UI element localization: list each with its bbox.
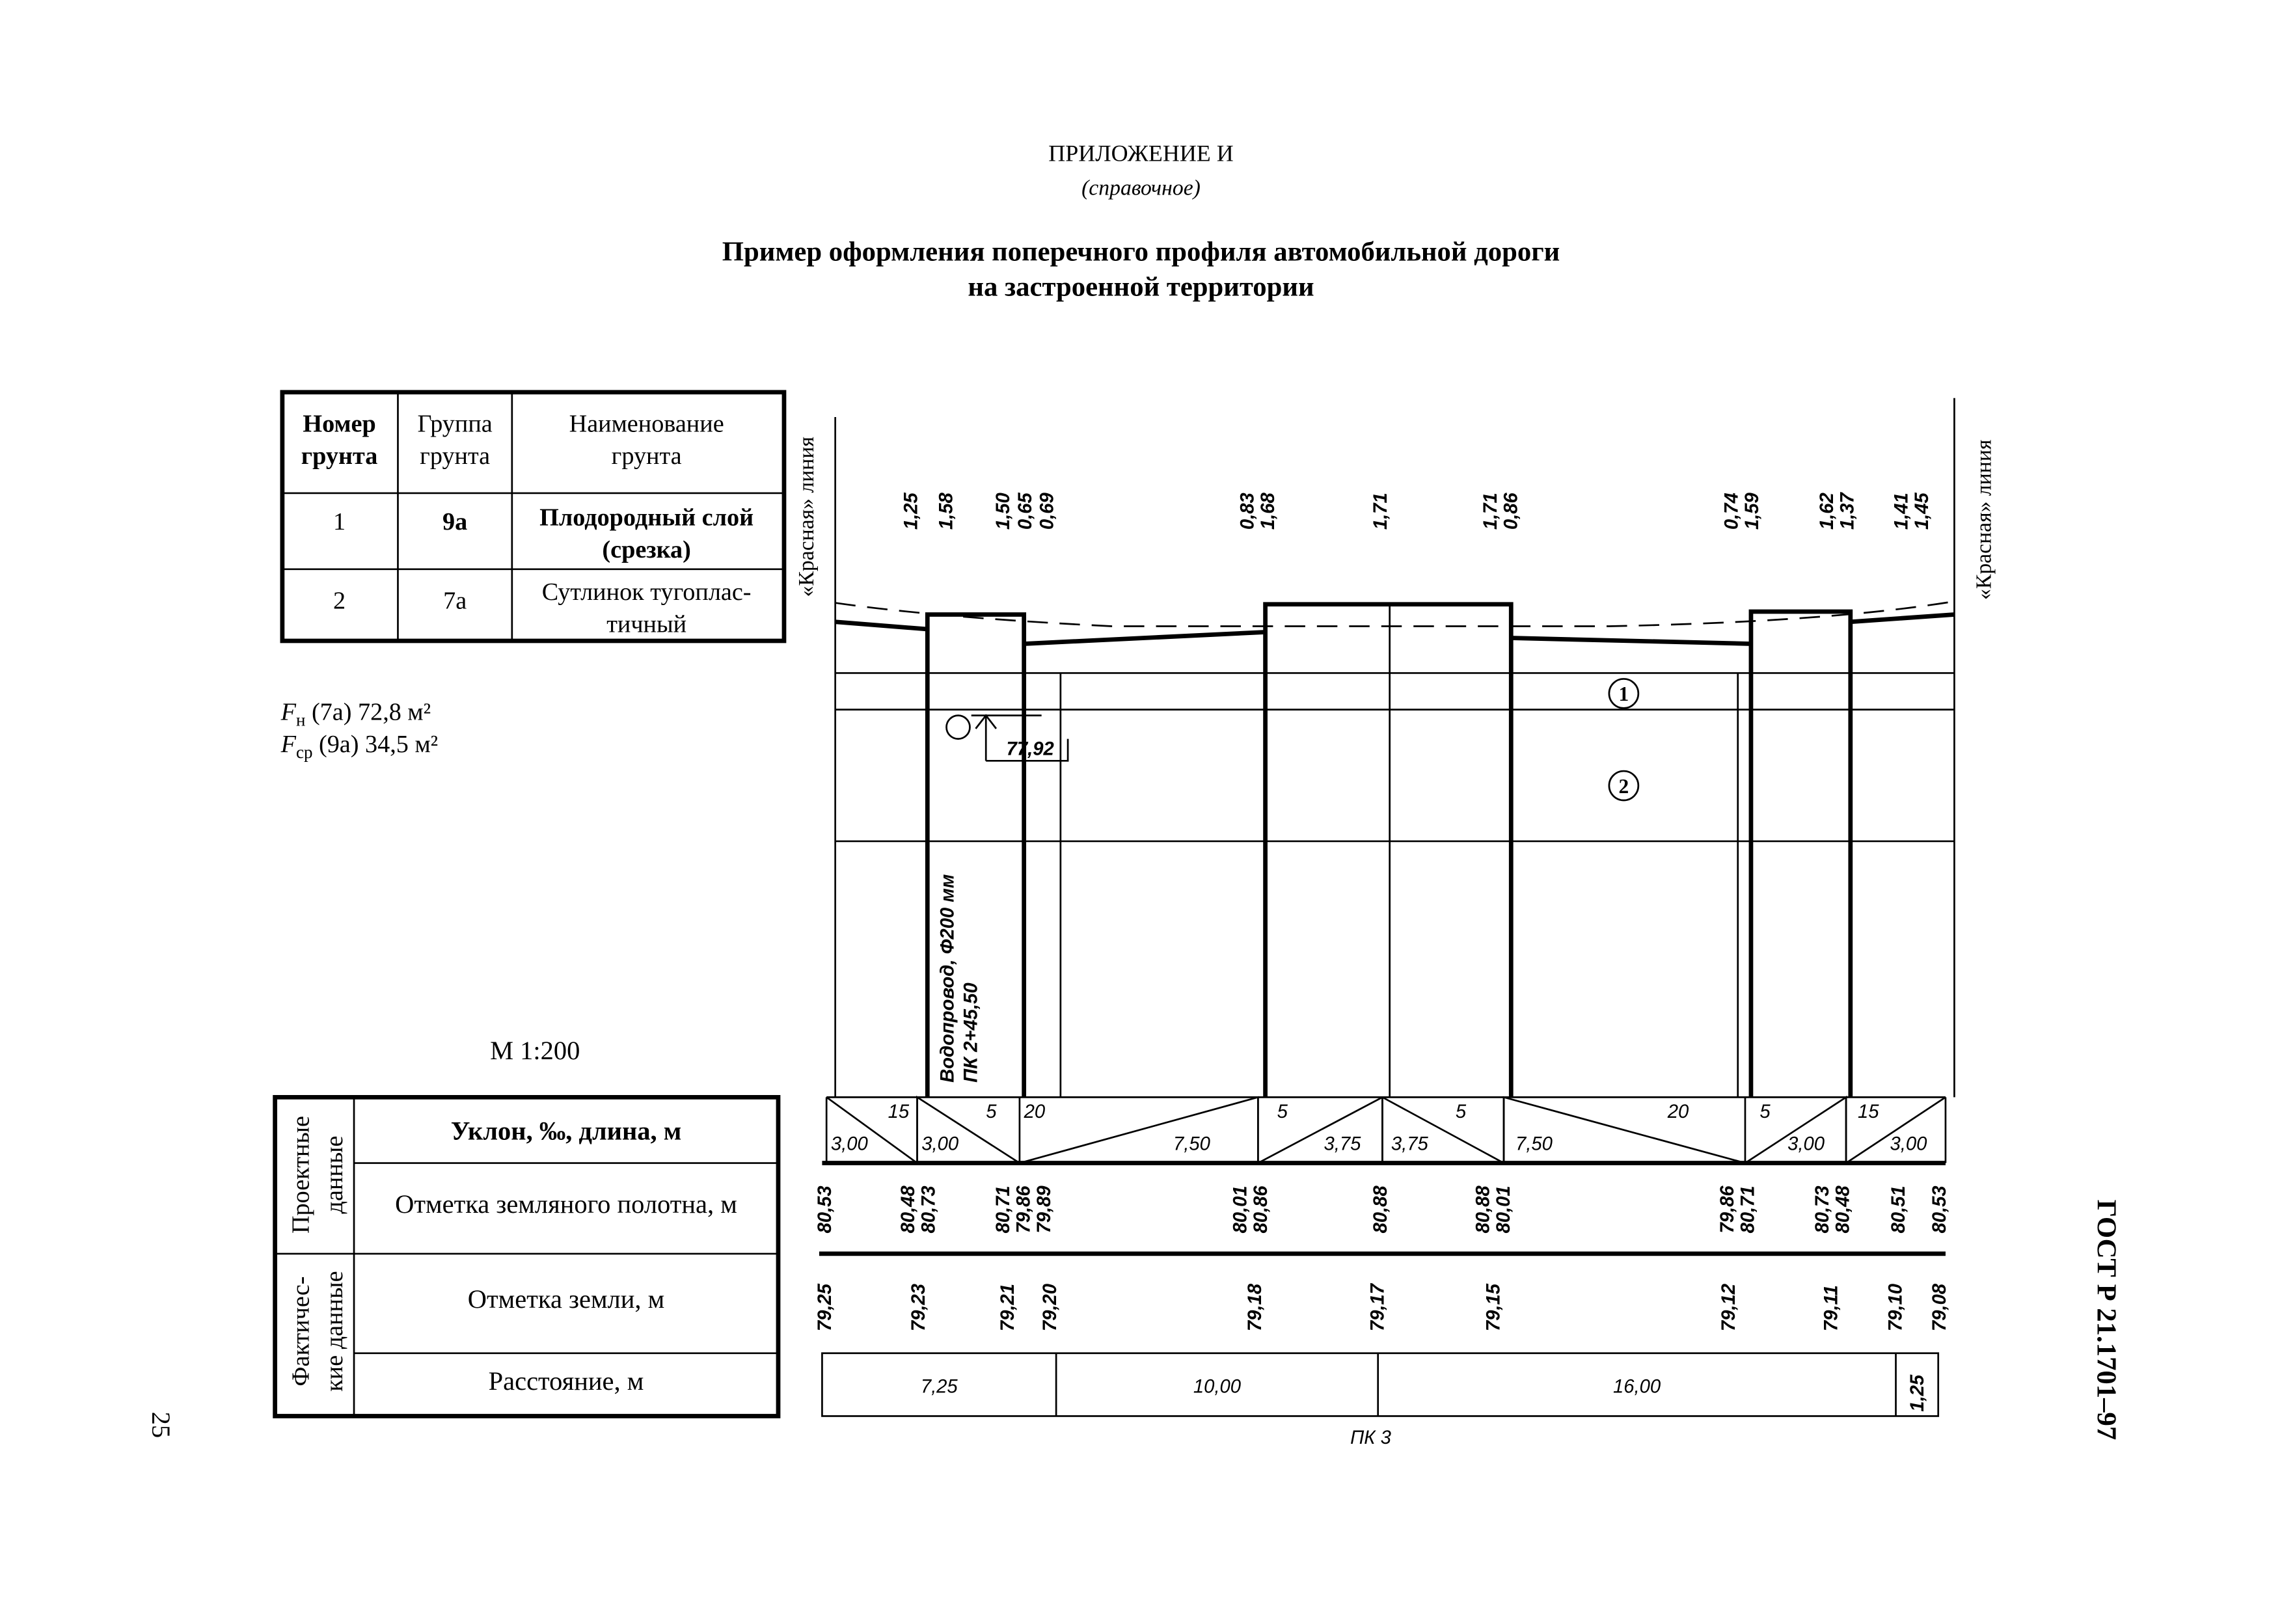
row1-group: 9а: [442, 508, 468, 536]
ground-elevation: 79,15: [1483, 1283, 1504, 1332]
slope-value: 5: [1277, 1101, 1288, 1122]
formation-elevation: 80,48: [898, 1185, 919, 1234]
group-design-2: данные: [321, 1135, 349, 1214]
road-profile: [835, 601, 1955, 1097]
red-line-label-right: «Красная» линия: [1972, 439, 1996, 601]
top-value: 0,69: [1037, 493, 1058, 530]
row-slope: Уклон, ‰, длина, м: [450, 1116, 682, 1146]
soil-table: [282, 392, 784, 641]
top-value: 1,50: [993, 493, 1014, 530]
ground-elevation: 79,25: [814, 1283, 835, 1332]
slope-value: 5: [986, 1101, 997, 1122]
ground-elevation: 79,17: [1367, 1283, 1389, 1332]
top-value: 1,71: [1370, 493, 1392, 530]
header-name-2: грунта: [611, 442, 682, 470]
header-group: Группа: [417, 410, 493, 438]
row1-number: 1: [333, 508, 346, 536]
row-formation: Отметка земляного полотна, м: [395, 1189, 737, 1219]
page-title-line2: на застроенной территории: [968, 271, 1314, 303]
slope-length: 3,00: [830, 1133, 868, 1155]
pipe-elevation: 77,92: [1006, 738, 1054, 760]
slope-length: 3,75: [1391, 1133, 1428, 1155]
formation-elevations: [815, 1185, 1950, 1234]
appendix-subtitle: (справочное): [1081, 176, 1201, 200]
ground-elevation: 79,20: [1040, 1283, 1061, 1332]
formation-elevation: 79,86: [1013, 1185, 1035, 1234]
ground-elevation: 79,21: [997, 1283, 1018, 1332]
row-ground: Отметка земли, м: [467, 1284, 665, 1314]
distance-1: 7,25: [920, 1376, 958, 1398]
bottom-table: [275, 1097, 778, 1416]
formation-elevation: 80,48: [1832, 1185, 1854, 1234]
formation-elevation: 79,89: [1034, 1185, 1055, 1234]
svg-text:1: 1: [1618, 683, 1629, 706]
slope-length: 7,50: [1515, 1133, 1553, 1155]
top-value: 1,45: [1911, 493, 1933, 530]
water-pipe: [938, 716, 1068, 1083]
page-title-line1: Пример оформления поперечного профиля автомобильной дороги: [722, 236, 1560, 267]
formation-elevation: 80,71: [1737, 1185, 1759, 1234]
group-design: Проектные: [287, 1115, 315, 1234]
ground-elevation: 79,11: [1821, 1285, 1842, 1332]
formation-elevation: 80,71: [993, 1185, 1014, 1234]
formation-elevation: 80,73: [1812, 1185, 1834, 1234]
top-value: 1,71: [1480, 493, 1501, 530]
area-cut: $F_{ср}$ (9а) 34,5 м²: [280, 730, 439, 762]
pipe-station: ПК 2+45,50: [960, 982, 982, 1083]
top-value: 1,37: [1837, 493, 1858, 530]
ground-elevations: [815, 1282, 1950, 1331]
formation-elevation: 80,73: [918, 1185, 940, 1234]
row-distance: Расстояние, м: [488, 1366, 644, 1396]
header-name: Наименование: [569, 410, 724, 438]
scale-label: М 1:200: [490, 1035, 580, 1065]
formation-elevation: 80,01: [1493, 1185, 1515, 1234]
row1-name-2: (срезка): [602, 535, 691, 563]
red-line-label-left: «Красная» линия: [794, 437, 819, 597]
ground-elevation: 79,18: [1244, 1283, 1266, 1332]
slope-length: 3,00: [1890, 1133, 1927, 1155]
top-value: 0,74: [1721, 493, 1743, 530]
slope-value: 5: [1759, 1101, 1771, 1122]
appendix-heading: ПРИЛОЖЕНИЕ И: [1048, 140, 1234, 167]
row2-group: 7а: [443, 587, 467, 615]
row1-name: Плодородный слой: [539, 504, 754, 532]
formation-elevation: 80,88: [1473, 1185, 1494, 1234]
slope-value: 15: [888, 1101, 910, 1122]
top-value: 1,58: [936, 493, 957, 530]
standard-code: ГОСТ Р 21.1701–97: [2091, 1199, 2122, 1441]
slope-length: 7,50: [1173, 1133, 1210, 1155]
top-value: 1,68: [1258, 493, 1279, 530]
formation-elevation: 80,53: [814, 1185, 835, 1234]
formation-elevation: 80,86: [1250, 1185, 1271, 1234]
top-value: 1,25: [901, 493, 922, 530]
page-number: 25: [146, 1411, 176, 1439]
area-fill: $F_н$ (7а) 72,8 м²: [280, 698, 431, 730]
group-actual-2: кие данные: [321, 1271, 349, 1392]
distance-3: 16,00: [1613, 1376, 1661, 1398]
header-number-2: грунта: [301, 442, 378, 470]
top-values: [901, 492, 1933, 530]
formation-elevation: 80,88: [1370, 1185, 1392, 1234]
distance-4: 1,25: [1907, 1374, 1929, 1412]
top-value: 1,59: [1742, 493, 1763, 530]
header-group-2: грунта: [420, 442, 491, 470]
top-value: 0,83: [1237, 493, 1258, 530]
slope-length: 3,00: [921, 1133, 959, 1155]
row2-name-2: тичный: [606, 610, 687, 638]
distance-2: 10,00: [1193, 1376, 1241, 1398]
ground-elevation: 79,12: [1718, 1283, 1740, 1332]
slope-value: 20: [1024, 1101, 1046, 1122]
slope-value: 5: [1455, 1101, 1467, 1122]
pipe-name: Водопровод, Ф200 мм: [937, 874, 958, 1083]
top-value: 0,86: [1501, 493, 1522, 530]
top-value: 0,65: [1014, 493, 1036, 530]
row2-name: Сутлинок тугоплас-: [541, 578, 752, 606]
slope-length: 3,75: [1324, 1133, 1361, 1155]
top-value: 1,41: [1891, 493, 1912, 530]
ground-elevation: 79,23: [908, 1283, 929, 1332]
group-actual: Фактичес-: [287, 1276, 315, 1387]
ground-elevation: 79,10: [1885, 1283, 1907, 1332]
distance-row: [822, 1353, 1938, 1448]
header-number: Номер: [303, 410, 376, 438]
top-value: 1,62: [1816, 493, 1838, 530]
slope-length: 3,00: [1787, 1133, 1825, 1155]
slope-value: 15: [1858, 1101, 1879, 1122]
slope-value: 20: [1667, 1101, 1689, 1122]
formation-elevation: 80,53: [1929, 1185, 1950, 1234]
layer-marker-1: [1609, 679, 1638, 708]
formation-elevation: 80,51: [1888, 1185, 1909, 1234]
formation-elevation: 80,01: [1230, 1185, 1251, 1234]
svg-text:2: 2: [1618, 774, 1629, 798]
layer-marker-2: [1609, 771, 1638, 800]
row2-number: 2: [333, 587, 346, 615]
formation-elevation: 79,86: [1717, 1185, 1738, 1234]
station-label: ПК 3: [1350, 1428, 1391, 1449]
ground-elevation: 79,08: [1929, 1283, 1950, 1332]
